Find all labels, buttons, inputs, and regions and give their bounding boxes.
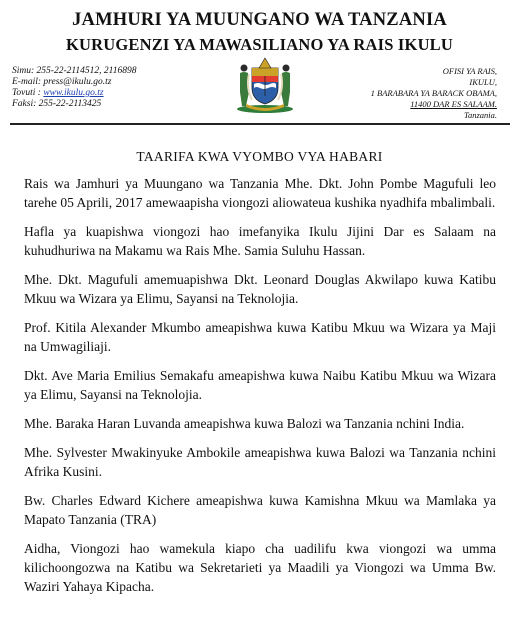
paragraph: Bw. Charles Edward Kichere ameapishwa kuwa Kamishna Mkuu wa Mamlaka ya Mapato Tanzania (TRA)	[24, 493, 496, 527]
header-title: JAMHURI YA MUUNGANO WA TANZANIA	[72, 10, 447, 30]
paragraph: Dkt. Ave Maria Emilius Semakafu ameapishwa kuwa Naibu Katibu Mkuu wa Wizara ya Elimu, Sayansi na Teknolojia.	[24, 368, 496, 402]
document-body	[24, 174, 496, 606]
address-line-ikulu: IKULU,	[469, 77, 497, 87]
paragraph: Aidha, Viongozi hao wamekula kiapo cha uadilifu kwa viongozi wa umma kilichoongozwa na Katibu wa Sekretarieti ya Maadili ya Viongozi wa Umma Bw. Waziri Yahaya Kipacha.	[24, 541, 496, 594]
website-label: Tovuti :	[12, 88, 44, 98]
coat-of-arms-seal-icon	[232, 54, 298, 114]
header-divider	[10, 123, 510, 125]
document-title: TAARIFA KWA VYOMBO VYA HABARI	[136, 149, 383, 164]
fax-line: Faksi: 255-22-2113425	[12, 99, 102, 109]
address-line-office: OFISI YA RAIS,	[442, 66, 497, 76]
address-block	[371, 66, 497, 121]
paragraph: Mhe. Dkt. Magufuli amemuapishwa Dkt. Leonard Douglas Akwilapo kuwa Katibu Mkuu wa Wizara ya Elimu, Sayansi na Teknolojia.	[24, 272, 496, 306]
paragraph: Hafla ya kuapishwa viongozi hao imefanyika Ikulu Jijini Dar es Salaam na kuhudhuriwa na Makamu wa Rais Mhe. Samia Suluhu Hassan.	[24, 224, 496, 258]
email-line[interactable]: E-mail: press@ikulu.go.tz	[12, 77, 112, 87]
address-line-country: Tanzania.	[464, 110, 497, 120]
address-line-postal: 11400 DAR ES SALAAM.	[410, 99, 497, 109]
header-subtitle: KURUGENZI YA MAWASILIANO YA RAIS IKULU	[65, 35, 454, 54]
phone-line: Simu: 255-22-2114512, 2116898	[12, 66, 137, 76]
paragraph: Mhe. Baraka Haran Luvanda ameapishwa kuwa Balozi wa Tanzania nchini India.	[24, 416, 465, 431]
paragraph: Mhe. Sylvester Mwakinyuke Ambokile ameapishwa kuwa Balozi wa Tanzania nchini Afrika Kusini.	[24, 445, 496, 479]
paragraph: Prof. Kitila Alexander Mkumbo ameapishwa kuwa Katibu Mkuu wa Wizara ya Maji na Umwagiliaji.	[24, 320, 496, 354]
address-line-street: 1 BARABARA YA BARACK OBAMA,	[370, 88, 497, 98]
paragraph: Rais wa Jamhuri ya Muungano wa Tanzania Mhe. Dkt. John Pombe Magufuli leo tarehe 05 Aprili, 2017 amewaapisha viongozi aliowateua kushika nyadhifa mbalimbali.	[24, 176, 496, 210]
website-link[interactable]: www.ikulu.go.tz	[43, 88, 104, 98]
website-line	[12, 88, 136, 99]
contact-block	[12, 66, 136, 110]
